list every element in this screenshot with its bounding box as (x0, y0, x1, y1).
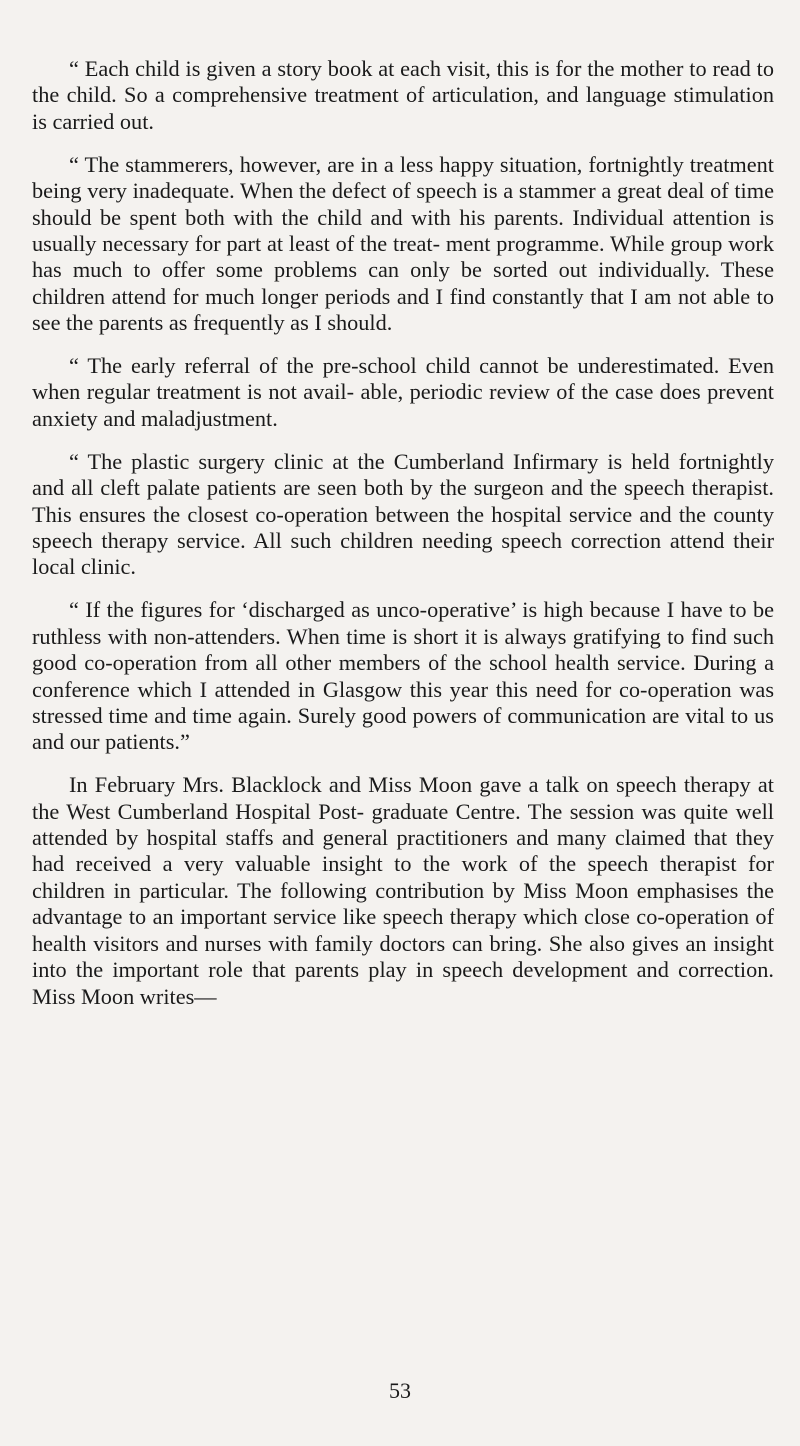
paragraph-discharged-figures: “ If the figures for ‘discharged as unco-operative’ is high because I have to be ruthless with non-attenders. When time is short it is always gratifying to find such good co-operation from all other members of the school health service. During a conference which I attended in Glasgow this year this need for co-operation was stressed time and time again. Surely good powers of communication are vital to us and our patients.” (32, 597, 774, 755)
paragraph-early-referral: “ The early referral of the pre-school child cannot be underestimated. Even when regular treatment is not avail- able, periodic review of the case does prevent anxiety and maladjustment. (32, 353, 774, 431)
paragraph-plastic-surgery-clinic: “ The plastic surgery clinic at the Cumberland Infirmary is held fortnightly and all cleft palate patients are seen both by the surgeon and the speech therapist. This ensures the closest co-operation between the hospital service and the county speech therapy service. All such children needing speech correction attend their local clinic. (32, 448, 774, 580)
paragraph-stammerers: “ The stammerers, however, are in a less happy situation, fortnightly treatment being very inadequate. When the defect of speech is a stammer a great deal of time should be spent both with the child and with his parents. Individual attention is usually necessary for part at least of the treat- ment programme. While group work has much to offer some problems can only be sorted out individually. These children attend for much longer periods and I find constantly that I am not able to see the parents as frequently as I should. (32, 151, 774, 336)
page-number: 53 (389, 1378, 411, 1403)
paragraph-february-talk: In February Mrs. Blacklock and Miss Moon gave a talk on speech therapy at the West Cumberland Hospital Post- graduate Centre. The session was quite well attended by hospital staffs and general practitioners and many claimed that they had received a very valuable insight to the work of the speech therapist for children in particular. The following contribution by Miss Moon emphasises the advantage to an important service like speech therapy which close co-operation of health visitors and nurses with family doctors can bring. She also gives an insight into the important role that parents play in speech development and correction. Miss Moon writes— (32, 772, 774, 1009)
body-text (32, 56, 774, 1010)
paragraph-story-book: “ Each child is given a story book at each visit, this is for the mother to read to the child. So a comprehensive treatment of articulation, and language stimulation is carried out. (32, 56, 774, 134)
